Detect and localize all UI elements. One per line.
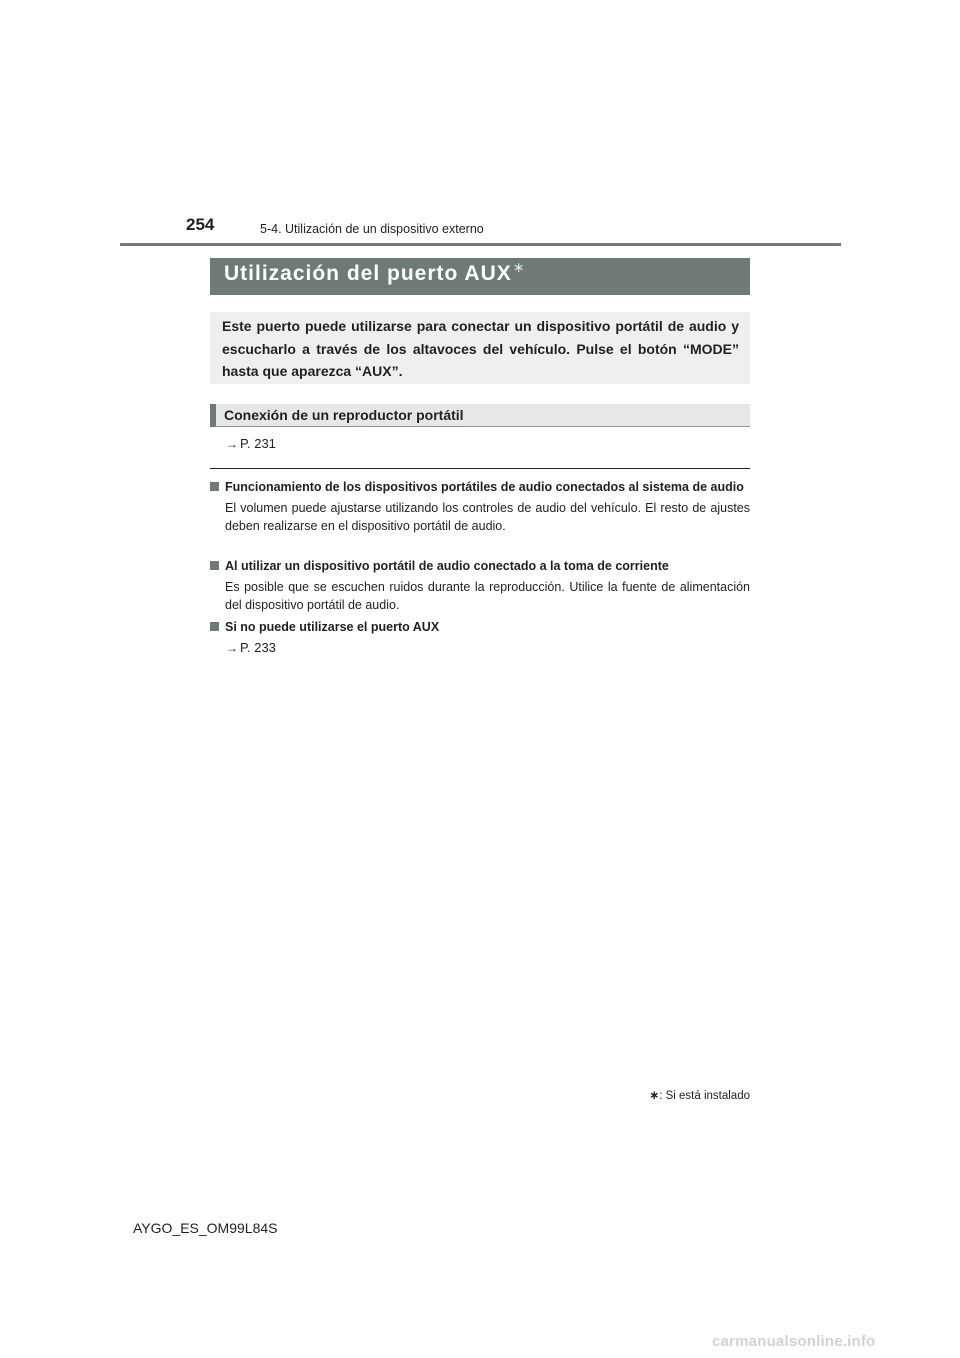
note-item [210, 618, 750, 637]
footnote [640, 1088, 750, 1102]
note-heading [210, 478, 750, 497]
note-item [210, 557, 750, 615]
document-code: AYGO_ES_OM99L84S [133, 1220, 278, 1236]
watermark: carmanualsonline.info [712, 1333, 876, 1350]
asterisk-icon: ∗ [512, 259, 525, 275]
note-body: El volumen puede ajustarse utilizando los controles de audio del vehículo. El resto de ajustes deben realizarse en el dispositivo portátil de audio. [225, 500, 750, 533]
arrow-right-icon: → [226, 437, 238, 451]
header-divider [120, 243, 841, 246]
page-reference-text: P. 231 [240, 436, 276, 451]
square-bullet-icon [210, 482, 219, 491]
page-number: 254 [186, 215, 215, 234]
page-reference-231 [226, 436, 276, 451]
footnote-text: : Si está instalado [659, 1090, 750, 1102]
asterisk-icon: ∗ [649, 1088, 660, 1102]
section-label: 5-4. Utilización de un dispositivo externo [260, 222, 484, 236]
notes-divider [210, 468, 750, 469]
subsection-accent [210, 404, 216, 427]
page-title: Utilización del puerto AUX [224, 262, 512, 285]
note-heading-text: Funcionamiento de los dispositivos portátiles de audio conectados al sistema de audio [225, 480, 744, 494]
page-title-bar [210, 258, 750, 295]
arrow-right-icon: → [226, 641, 238, 655]
subsection-heading-bar [210, 404, 750, 427]
note-heading-text: Al utilizar un dispositivo portátil de audio conectado a la toma de corriente [225, 559, 669, 573]
subsection-heading: Conexión de un reproductor portátil [224, 407, 464, 423]
square-bullet-icon [210, 622, 219, 631]
page-reference-text: P. 233 [240, 640, 276, 655]
note-heading [210, 618, 750, 637]
page-reference-233 [226, 640, 276, 655]
note-body: Es posible que se escuchen ruidos durante la reproducción. Utilice la fuente de alimentación del dispositivo portátil de audio. [225, 579, 750, 612]
note-heading [210, 557, 750, 576]
intro-box: Este puerto puede utilizarse para conectar un dispositivo portátil de audio y escucharlo a través de los altavoces del vehículo. Pulse el botón “MODE” hasta que aparezca “AUX”. [210, 312, 750, 384]
square-bullet-icon [210, 561, 219, 570]
note-heading-text: Si no puede utilizarse el puerto AUX [225, 620, 440, 634]
note-item [210, 478, 750, 536]
